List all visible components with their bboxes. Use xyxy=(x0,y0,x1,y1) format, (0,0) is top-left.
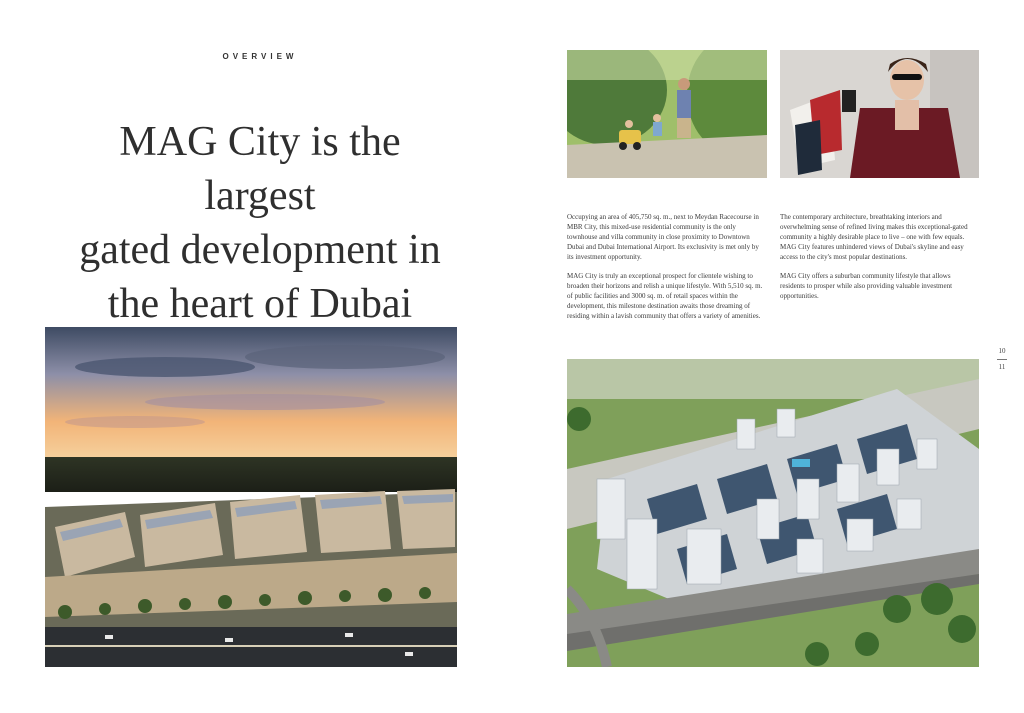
body-paragraph: MAG City is truly an exceptional prospect for clientele wishing to broaden their horizons and relish a unique lifestyle. With 5,510 sq. m. of public facilities and 3000 sq. m. of retail spaces within the development, this milestone destination awaits those dreaming of residing within a lavish community that offers a variety of amenities. xyxy=(567,272,763,320)
page-numbers xyxy=(992,345,1012,374)
body-column-right xyxy=(780,212,976,310)
headline-line-1: MAG City is the largest xyxy=(119,119,401,219)
section-eyebrow: OVERVIEW xyxy=(222,52,298,61)
page-headline xyxy=(60,115,460,331)
page-number-left: 10 xyxy=(998,347,1006,355)
aerial-masterplan-photo xyxy=(567,359,979,667)
family-walk-photo xyxy=(567,50,767,178)
headline-line-3: the heart of Dubai xyxy=(107,281,413,327)
shopper-photo xyxy=(780,50,979,178)
page-number-right: 11 xyxy=(998,363,1006,371)
page-number-divider xyxy=(997,359,1007,360)
body-column-left xyxy=(567,212,763,330)
body-paragraph: Occupying an area of 405,750 sq. m., next to Meydan Racecourse in MBR City, this mixed-use residential community is the only townhouse and villa community in close proximity to Downtown Dubai and Dubai International Airport. Its exclusivity is met only by its investment opportunity. xyxy=(567,213,759,261)
body-paragraph: The contemporary architecture, breathtaking interiors and overwhelming sense of refined living makes this exceptional-gated community a highly desirable place to live – one with few equals. MAG City features unhindered views of Dubai's skyline and easy access to the city's most popular destinations. xyxy=(780,213,968,261)
headline-line-2: gated development in xyxy=(79,227,441,273)
aerial-sunset-photo xyxy=(45,327,457,667)
body-paragraph: MAG City offers a suburban community lifestyle that allows residents to prosper while also providing valuable investment opportunities. xyxy=(780,272,953,300)
